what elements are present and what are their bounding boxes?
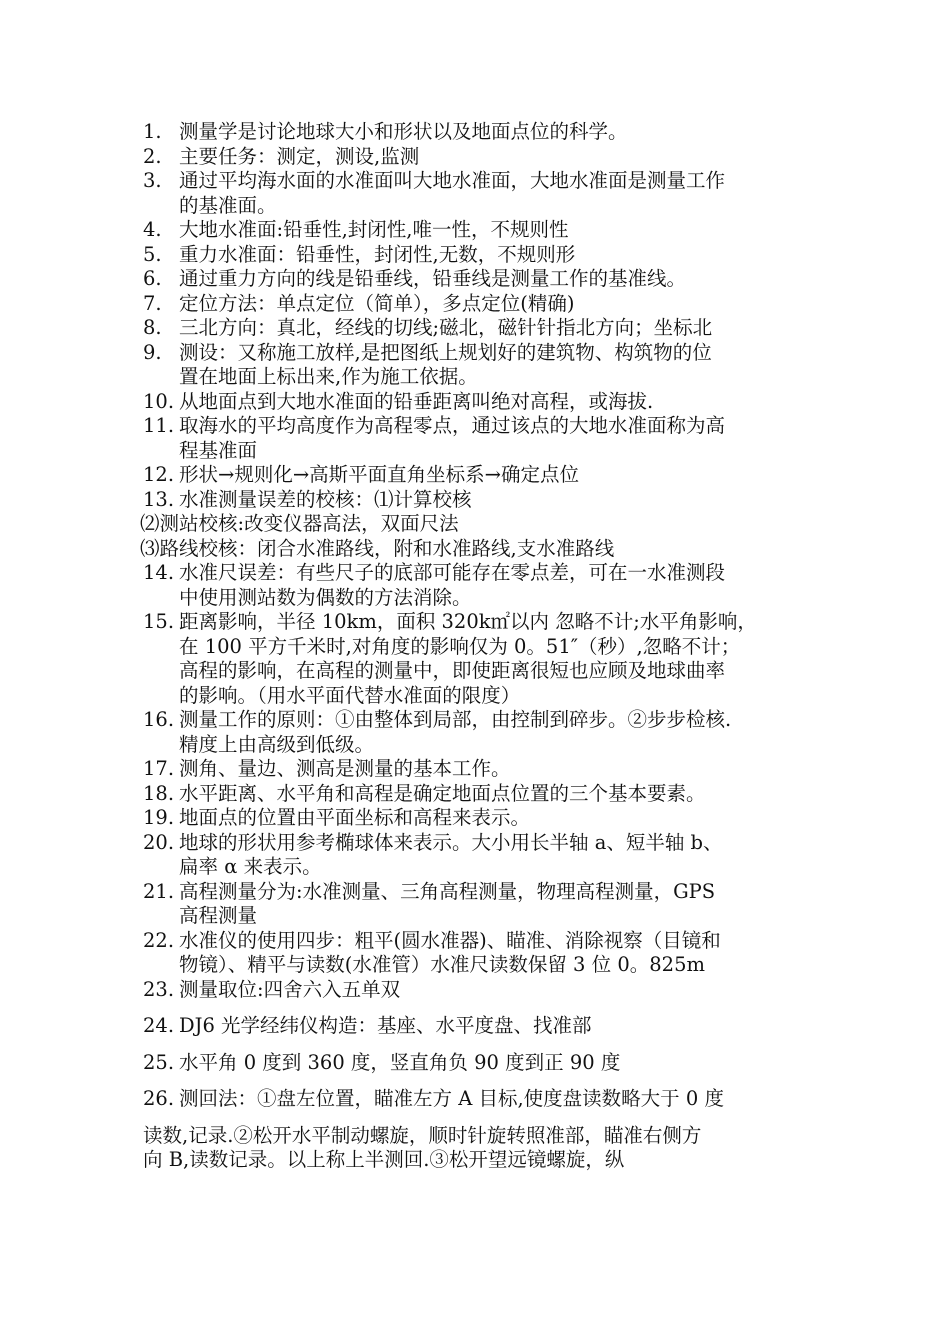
list-item-text — [179, 488, 823, 513]
list-item-number: 21. — [143, 879, 175, 903]
list-item-text — [179, 316, 823, 341]
list-item-text — [179, 169, 823, 218]
list-item-text — [179, 610, 823, 708]
list-item-number: 7. — [143, 291, 162, 315]
text-line: 水准仪的使用四步：粗平(圆水准器)、瞄准、消除视察（目镜和 — [179, 928, 721, 952]
list-item-text — [179, 1014, 823, 1039]
list-item-number: 8. — [143, 316, 162, 339]
list-item-text — [179, 463, 823, 488]
text-line: 的基准面。 — [179, 193, 277, 217]
list-item — [143, 1051, 823, 1076]
numbered-list-part-3 — [143, 1014, 823, 1112]
text-line: 通过平均海水面的水准面叫大地水准面，大地水准面是测量工作 — [179, 169, 726, 192]
text-line: 地面点的位置由平面坐标和高程来表示。 — [179, 806, 531, 829]
list-item — [143, 831, 823, 880]
text-line: 重力水准面：铅垂性，封闭性,无数，不规则形 — [179, 242, 576, 266]
sub-item-list — [140, 512, 823, 561]
text-line: 高程测量 — [179, 904, 258, 927]
list-item — [143, 782, 823, 807]
list-item — [143, 463, 823, 488]
text-line: DJ6 光学经纬仪构造：基座、水平度盘、找准部 — [179, 1014, 592, 1037]
list-item-text — [179, 145, 823, 170]
list-item-text — [179, 120, 823, 145]
text-line: 水准测量误差的校核：⑴计算校核 — [179, 487, 472, 511]
list-item — [143, 488, 823, 513]
list-item-text — [179, 880, 823, 929]
text-line: 中使用测站数为偶数的方法消除。 — [179, 585, 472, 609]
list-item-number: 14. — [143, 561, 175, 584]
list-item — [143, 757, 823, 782]
sub-item: ⑵测站校核:改变仪器高法，双面尺法 — [140, 512, 459, 535]
document-body — [140, 120, 823, 1173]
list-item — [143, 1014, 823, 1039]
list-item — [143, 414, 823, 463]
list-item-number: 10. — [143, 389, 175, 413]
text-line: 取海水的平均高度作为高程零点，通过该点的大地水准面称为高 — [179, 414, 726, 437]
list-item-text — [179, 708, 823, 757]
continuation-paragraph — [143, 1124, 823, 1173]
sub-item: ⑶路线校核：闭合水准路线，附和水准路线,支水准路线 — [140, 536, 615, 560]
text-line: 在 100 平方千米时,对角度的影响仅为 0。51″（秒）,忽略不计； — [179, 634, 741, 658]
text-line: 测设：又称施工放样,是把图纸上规划好的建筑物、构筑物的位 — [179, 340, 712, 364]
text-line: 的影响。（用水平面代替水准面的限度） — [179, 683, 521, 707]
list-item — [143, 316, 823, 341]
list-item-text — [179, 292, 823, 317]
text-line: 高程测量分为:水准测量、三角高程测量，物理高程测量，GPS — [179, 879, 716, 903]
text-line: 距离影响，半径 10km，面积 320k㎡以内 忽略不计;水平角影响， — [179, 610, 757, 633]
list-item-number: 25. — [143, 1050, 175, 1074]
list-item-text — [179, 561, 823, 610]
list-item-number: 22. — [143, 928, 175, 952]
list-item-number: 11. — [143, 414, 175, 437]
numbered-list-part-2 — [143, 561, 823, 1002]
list-item-number: 17. — [143, 757, 175, 780]
text-line: 通过重力方向的线是铅垂线，铅垂线是测量工作的基准线。 — [179, 267, 687, 290]
list-item — [143, 390, 823, 415]
continuation-line: 读数,记录.②松开水平制动螺旋，顺时针旋转照准部，瞄准右侧方 — [143, 1123, 702, 1147]
text-line: 扁率 α 来表示。 — [179, 855, 322, 878]
text-line: 高程的影响，在高程的测量中，即使距离很短也应顾及地球曲率 — [179, 659, 726, 682]
list-item-text — [179, 218, 823, 243]
list-item-number: 9. — [143, 340, 162, 364]
list-item-text — [179, 757, 823, 782]
numbered-list-part-1 — [143, 120, 823, 512]
list-item-text — [179, 929, 823, 978]
list-item — [143, 978, 823, 1003]
list-item-text — [179, 1087, 823, 1112]
list-item-number: 19. — [143, 806, 175, 829]
text-line: 精度上由高级到低级。 — [179, 732, 375, 756]
continuation-line: 向 B,读数记录。以上称上半测回.③松开望远镜螺旋，纵 — [143, 1148, 625, 1171]
text-line: 大地水准面:铅垂性,封闭性,唯一性，不规则性 — [179, 218, 569, 241]
list-item — [143, 243, 823, 268]
text-line: 程基准面 — [179, 438, 258, 462]
list-item-text — [179, 243, 823, 268]
text-line: 主要任务：测定，测设,监测 — [179, 144, 420, 168]
list-item — [143, 806, 823, 831]
list-item — [143, 708, 823, 757]
text-line: 测量学是讨论地球大小和形状以及地面点位的科学。 — [179, 120, 628, 143]
list-item-number: 13. — [143, 487, 175, 511]
list-item-number: 15. — [143, 610, 175, 633]
list-item-number: 18. — [143, 781, 175, 805]
list-item — [143, 218, 823, 243]
list-item-number: 6. — [143, 267, 162, 290]
list-item-number: 5. — [143, 242, 162, 266]
list-item — [143, 610, 823, 708]
list-item-number: 23. — [143, 977, 175, 1001]
list-item — [143, 341, 823, 390]
list-item — [143, 267, 823, 292]
text-line: 定位方法：单点定位（简单），多点定位(精确) — [179, 291, 575, 315]
text-line: 水准尺误差：有些尺子的底部可能存在零点差，可在一水准测段 — [179, 561, 726, 584]
text-line: 地球的形状用参考椭球体来表示。大小用长半轴 a、短半轴 b、 — [179, 830, 723, 854]
list-item — [143, 929, 823, 978]
list-item-text — [179, 414, 823, 463]
list-item-text — [179, 782, 823, 807]
list-item — [143, 292, 823, 317]
list-item — [143, 145, 823, 170]
list-item — [143, 561, 823, 610]
list-item-number: 3. — [143, 169, 162, 192]
list-item-text — [179, 978, 823, 1003]
text-line: 物镜）、精平与读数(水准管）水准尺读数保留 3 位 0。825m — [179, 953, 705, 976]
list-item-text — [179, 390, 823, 415]
list-item — [143, 880, 823, 929]
list-item-number: 26. — [143, 1087, 175, 1110]
list-item — [143, 169, 823, 218]
list-item — [143, 1087, 823, 1112]
text-line: 形状→规则化→高斯平面直角坐标系→确定点位 — [179, 463, 580, 486]
list-item-number: 12. — [143, 463, 175, 486]
text-line: 水平角 0 度到 360 度，竖直角负 90 度到正 90 度 — [179, 1050, 621, 1074]
list-item — [143, 120, 823, 145]
list-item-number: 16. — [143, 708, 175, 731]
list-item-text — [179, 806, 823, 831]
text-line: 从地面点到大地水准面的铅垂距离叫绝对高程，或海拔. — [179, 389, 654, 413]
text-line: 测量取位:四舍六入五单双 — [179, 977, 401, 1001]
list-item-number: 2. — [143, 144, 162, 168]
text-line: 测角、量边、测高是测量的基本工作。 — [179, 757, 511, 780]
list-item-number: 24. — [143, 1014, 175, 1037]
list-item-text — [179, 267, 823, 292]
list-item-text — [179, 1051, 823, 1076]
list-item-text — [179, 831, 823, 880]
list-item-number: 4. — [143, 218, 162, 241]
text-line: 测回法：①盘左位置，瞄准左方 A 目标,使度盘读数略大于 0 度 — [179, 1087, 724, 1110]
list-item-number: 1. — [143, 120, 162, 143]
list-item-number: 20. — [143, 830, 175, 854]
list-item-text — [179, 341, 823, 390]
text-line: 置在地面上标出来,作为施工依据。 — [179, 365, 478, 388]
text-line: 三北方向：真北，经线的切线;磁北，磁针针指北方向；坐标北 — [179, 316, 713, 339]
text-line: 测量工作的原则：①由整体到局部，由控制到碎步。②步步检核. — [179, 708, 732, 731]
text-line: 水平距离、水平角和高程是确定地面点位置的三个基本要素。 — [179, 781, 706, 805]
